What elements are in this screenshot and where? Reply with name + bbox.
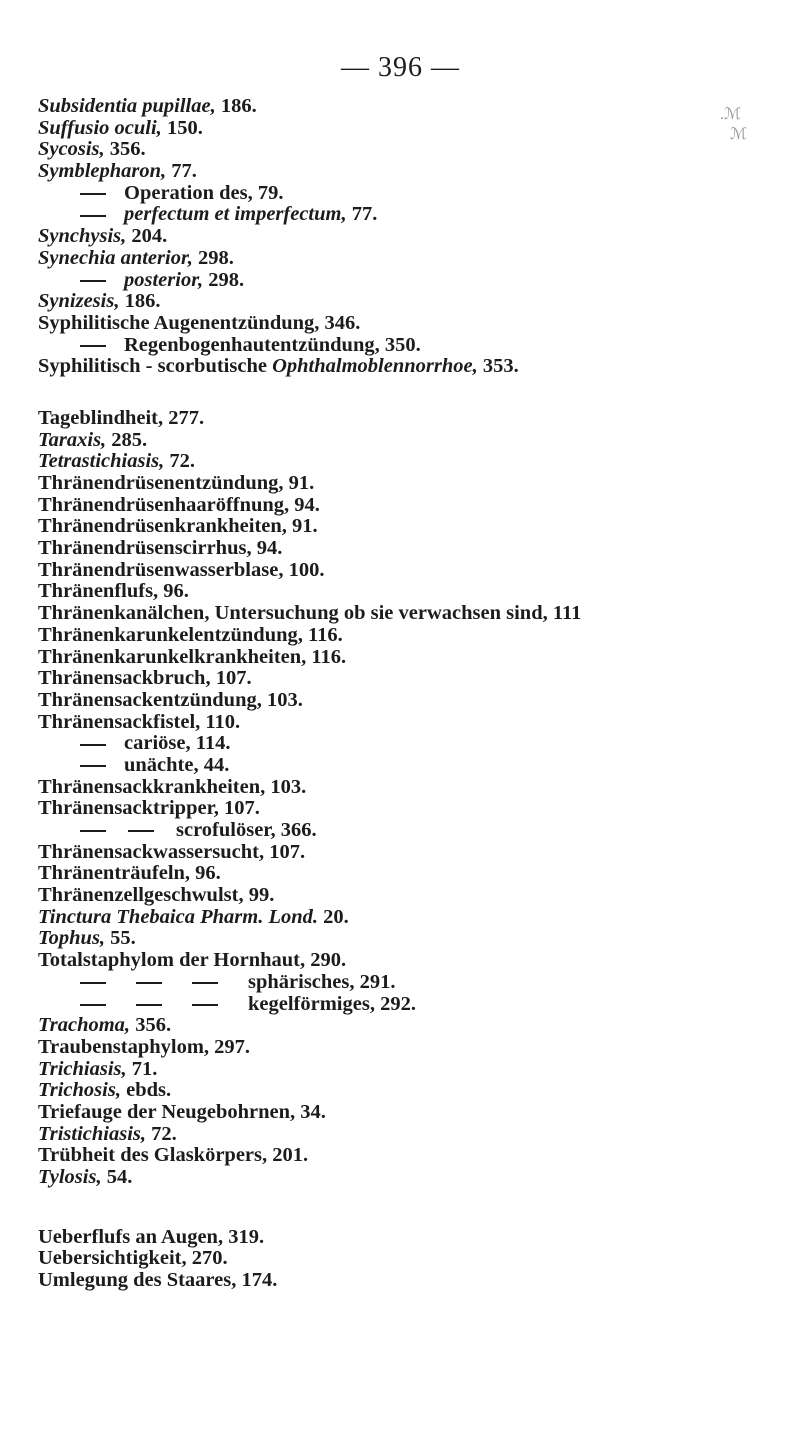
repeat-dash [80, 830, 106, 832]
entry-text: 285. [106, 428, 148, 451]
entry-text: 298. [203, 268, 245, 291]
entry-text: Thränensackfistel, 110. [38, 710, 241, 733]
entry-text: Thränenkanälchen, Untersuchung ob sie verwachsen sind, 111 [38, 602, 582, 625]
entry-text: 356. [104, 138, 146, 161]
index-entry [38, 842, 783, 864]
index-entry [38, 204, 783, 226]
repeat-dash [192, 1004, 218, 1006]
entry-text: Uebersichtigkeit, 270. [38, 1247, 228, 1270]
index-entry [38, 733, 783, 755]
entry-text: Thränendrüsenscirrhus, 94. [38, 537, 283, 560]
entry-text: 71. [126, 1057, 158, 1080]
entry-text: kegelförmiges, 292. [248, 992, 416, 1015]
index-entry [38, 1167, 783, 1189]
entry-term-italic: Sycosis, [38, 138, 105, 161]
index-entry [38, 798, 783, 820]
index-entry [38, 950, 783, 972]
index-entry [38, 430, 783, 452]
entry-term-italic: posterior, [124, 268, 204, 291]
index-entry [38, 96, 783, 118]
index-entry [38, 560, 783, 582]
page-number: — 396 — [341, 52, 460, 83]
entry-term-italic: Symblepharon, [38, 160, 167, 183]
entry-term-italic: Tetrastichiasis, [38, 450, 165, 473]
repeat-dash [80, 765, 106, 767]
entry-term-italic: Trichosis, [38, 1079, 121, 1102]
entry-text: Thränensackentzündung, 103. [38, 688, 303, 711]
repeat-dash [80, 982, 106, 984]
index-entry [38, 1059, 783, 1081]
entry-text: Thränensackwassersucht, 107. [38, 840, 306, 863]
entry-text: Regenbogenhautentzündung, 350. [124, 333, 421, 356]
index-entry [38, 777, 783, 799]
repeat-dash [136, 1004, 162, 1006]
index-entry [38, 139, 783, 161]
index-entry [38, 820, 783, 842]
entry-text: Thränensacktripper, 107. [38, 797, 260, 820]
entry-text: Thränensackbruch, 107. [38, 667, 252, 690]
entry-text: Operation des, 79. [124, 181, 284, 204]
index-entry [38, 972, 783, 994]
index-entry [38, 291, 783, 313]
index-entry [38, 451, 783, 473]
index-entry [38, 603, 783, 625]
entry-term-italic: Tristichiasis, [38, 1122, 147, 1145]
index-entry [38, 226, 783, 248]
index-entry [38, 690, 783, 712]
entry-term-italic: perfectum et imperfectum, [124, 203, 347, 226]
entry-text: Thränenkarunkelkrankheiten, 116. [38, 645, 347, 668]
index-entry [38, 994, 783, 1016]
entry-term-italic: Taraxis, [38, 428, 107, 451]
index-entry [38, 356, 783, 378]
repeat-dash [80, 215, 106, 217]
entry-text: 353. [477, 355, 519, 378]
repeat-dash [80, 744, 106, 746]
entry-term-italic: Synechia anterior, [38, 246, 193, 269]
index-entry [38, 516, 783, 538]
index-entry [38, 1102, 783, 1124]
entry-text: Thränenzellgeschwulst, 99. [38, 884, 275, 907]
entry-text: 77. [166, 160, 197, 183]
index-entry [38, 647, 783, 669]
section-gap [38, 1189, 783, 1227]
entry-text: 356. [130, 1014, 172, 1037]
entry-text: 186. [215, 95, 257, 117]
entry-text: Umlegung des Staares, 174. [38, 1269, 278, 1292]
entry-term-italic: Synchysis, [38, 225, 127, 248]
index-entry [38, 625, 783, 647]
entry-text: Thränendrüsenwasserblase, 100. [38, 558, 325, 581]
entry-text: Thränendrüsenkrankheiten, 91. [38, 515, 318, 538]
entry-text: 72. [164, 450, 196, 473]
entry-term-italic: Ophthalmoblennorrhoe, [272, 355, 478, 378]
index-entry [38, 863, 783, 885]
index-entry [38, 907, 783, 929]
entry-text: 54. [101, 1166, 133, 1188]
repeat-dash [80, 1004, 106, 1006]
index-entry [38, 1015, 783, 1037]
entry-text: Thränendrüsenentzündung, 91. [38, 472, 315, 494]
entry-text: Ueberflufs an Augen, 319. [38, 1225, 265, 1248]
index-entry [38, 712, 783, 734]
entry-text: 186. [119, 290, 161, 313]
entry-term-italic: Tylosis, [38, 1166, 102, 1188]
index-entry [38, 161, 783, 183]
repeat-dash [136, 982, 162, 984]
entry-text: Triefauge der Neugebohrnen, 34. [38, 1100, 326, 1123]
entry-text: Thränenflufs, 96. [38, 580, 189, 603]
entry-text: 72. [146, 1122, 177, 1145]
repeat-dash [80, 345, 106, 347]
section-gap [38, 378, 783, 408]
repeat-dash [192, 982, 218, 984]
index-entry [38, 473, 783, 495]
index-entry [38, 248, 783, 270]
index-entry [38, 118, 783, 140]
repeat-dash [80, 193, 106, 195]
index-entry [38, 183, 783, 205]
index-entry [38, 408, 783, 430]
index-entry [38, 538, 783, 560]
index-entry [38, 1145, 783, 1167]
index-entry [38, 1248, 783, 1270]
margin-mark: .ℳ [720, 106, 742, 123]
entry-term-italic: Tinctura Thebaica Pharm. Lond. [38, 905, 318, 928]
entry-text: Thränensackkrankheiten, 103. [38, 775, 307, 798]
entry-text: Syphilitische Augenentzündung, 346. [38, 311, 361, 334]
index-entry [38, 1080, 783, 1102]
index-entry [38, 755, 783, 777]
index-entry [38, 270, 783, 292]
repeat-dash [128, 830, 154, 832]
entry-text: unächte, 44. [124, 753, 230, 776]
index-entry [38, 928, 783, 950]
index-entry [38, 313, 783, 335]
entry-term-italic: Suffusio oculi, [38, 116, 162, 139]
entry-text: 20. [318, 905, 349, 928]
entry-text: sphärisches, 291. [248, 970, 396, 993]
entry-term-italic: Subsidentia pupillae, [38, 95, 216, 117]
index-entry [38, 885, 783, 907]
entry-text: 150. [161, 116, 203, 139]
entry-text: cariöse, 114. [124, 732, 231, 755]
index-entry [38, 581, 783, 603]
index-entry [38, 335, 783, 357]
index-entry [38, 1037, 783, 1059]
index-entry [38, 1270, 783, 1292]
entry-text: Thränendrüsenhaaröffnung, 94. [38, 493, 320, 516]
index-entry [38, 1124, 783, 1146]
entry-text: Trübheit des Glaskörpers, 201. [38, 1144, 309, 1167]
entry-text: ebds. [120, 1079, 172, 1102]
entry-text: 77. [346, 203, 378, 226]
entry-text: 55. [105, 927, 136, 950]
entry-text: Thränenkarunkelentzündung, 116. [38, 623, 343, 646]
repeat-dash [80, 280, 106, 282]
index-entry [38, 495, 783, 517]
entry-text: Traubenstaphylom, 297. [38, 1035, 251, 1058]
index-entry [38, 668, 783, 690]
entry-text: Tageblindheit, 277. [38, 406, 205, 429]
entry-text: 204. [126, 225, 168, 248]
entry-text: 298. [192, 246, 234, 269]
index-entries [38, 96, 783, 1292]
entry-term-italic: Trachoma, [38, 1014, 131, 1037]
entry-text: Syphilitisch - scorbutische [38, 355, 273, 378]
margin-mark: ℳ [730, 126, 748, 143]
entry-term-italic: Synizesis, [38, 290, 120, 313]
index-entry [38, 1227, 783, 1249]
entry-term-italic: Trichiasis, [38, 1057, 127, 1080]
entry-text: Thränenträufeln, 96. [38, 862, 221, 885]
entry-text: scrofulöser, 366. [176, 819, 317, 841]
entry-text: Totalstaphylom der Hornhaut, 290. [38, 949, 347, 972]
entry-term-italic: Tophus, [38, 927, 106, 950]
